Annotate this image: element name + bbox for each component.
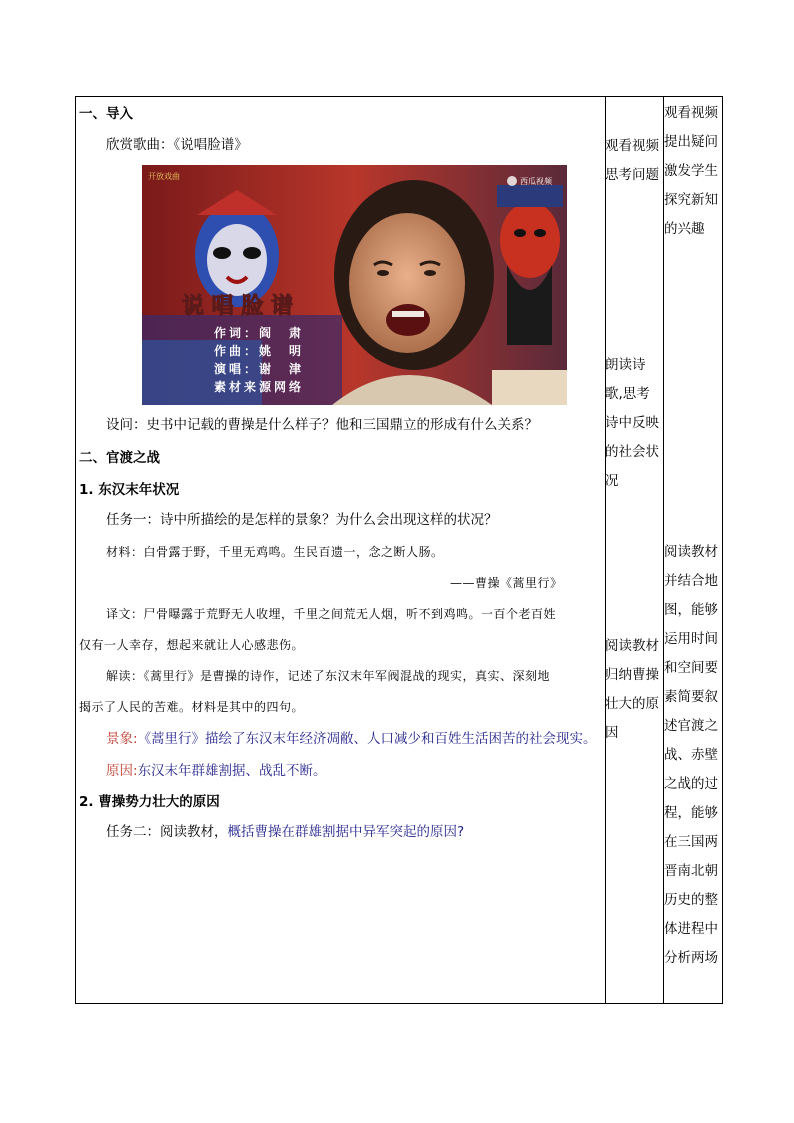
- material-source: ——曹操《蒿里行》: [450, 576, 563, 590]
- credit-composer: 作曲：姚 明: [214, 344, 305, 358]
- task-2-prefix: 任务二：阅读教材，: [106, 824, 228, 840]
- opera-mask-illustration: [142, 165, 567, 405]
- activity-watch-video: 观看视频思考问题: [605, 138, 659, 183]
- translation-line-2: 仅有一人幸存，想起来就让人心感悲伤。: [79, 638, 305, 652]
- credit-lyrics: 作词：阎 肃: [214, 326, 305, 340]
- play-icon: [507, 176, 517, 186]
- material-quote: 材料：白骨露于野，千里无鸡鸣。生民百遗一，念之断人肠。: [106, 545, 444, 559]
- subsection-title-1: 1. 东汉末年状况: [79, 482, 180, 498]
- teaching-content-column: [76, 97, 605, 1003]
- interpretation-line-1: 解读：《蒿里行》是曹操的诗作，记述了东汉末年军阀混战的现实，真实、深刻地: [106, 669, 551, 683]
- video-tag: 开放戏曲: [148, 172, 180, 181]
- section-title-guandu: 二、官渡之战: [79, 450, 160, 466]
- scene-label: 景象:: [106, 731, 138, 747]
- student-activity-column: [605, 97, 663, 1003]
- scene-summary: [106, 731, 597, 747]
- video-still-image: [142, 165, 567, 405]
- cause-text: 东汉末年群雄割据、战乱不断。: [137, 763, 327, 779]
- intent-video: 观看视频提出疑问激发学生探究新知的兴趣: [664, 105, 718, 237]
- activity-read-poem: 朗读诗歌,思考诗中反映的社会状况: [605, 357, 659, 489]
- task-2-question: 概括曹操在群雄割据中异军突起的原因?: [227, 824, 465, 840]
- cause-label: 原因:: [106, 763, 138, 779]
- subsection-title-2: 2. 曹操势力壮大的原因: [79, 794, 220, 810]
- song-line: 欣赏歌曲：《说唱脸谱》: [106, 137, 248, 153]
- interpretation-line-2: 揭示了人民的苦难。材料是其中的四句。: [79, 700, 305, 714]
- design-intent-column: [664, 97, 723, 1003]
- credit-source: 素材来源网络: [214, 380, 305, 394]
- translation-line-1: 译文：尸骨曝露于荒野无人收埋，千里之间荒无人烟，听不到鸡鸣。一百个老百姓: [106, 607, 557, 621]
- lesson-table: [75, 96, 723, 1004]
- cause-summary: [106, 763, 327, 779]
- section-title-intro: 一、导入: [79, 106, 133, 122]
- intro-question: 设问：史书中记载的曹操是什么样子？他和三国鼎立的形成有什么关系？: [106, 417, 538, 433]
- credit-singer: 演唱：谢 津: [214, 362, 305, 376]
- intent-textbook-map: 阅读教材并结合地图，能够运用时间和空间要素简要叙述官渡之战、赤壁之战的过程，能够在三国两晋南北朝历史的整体进程中分析两场: [664, 544, 718, 966]
- task-1: 任务一：诗中所描绘的是怎样的景象？为什么会出现这样的状况？: [106, 512, 498, 528]
- video-title: 说 唱 脸 谱: [182, 293, 293, 319]
- video-watermark: 西瓜视频: [520, 177, 552, 186]
- task-2: [106, 824, 464, 840]
- activity-read-textbook: 阅读教材归纳曹操壮大的原因: [605, 638, 659, 741]
- scene-text: 《蒿里行》描绘了东汉末年经济凋敝、人口减少和百姓生活困苦的社会现实。: [137, 731, 597, 747]
